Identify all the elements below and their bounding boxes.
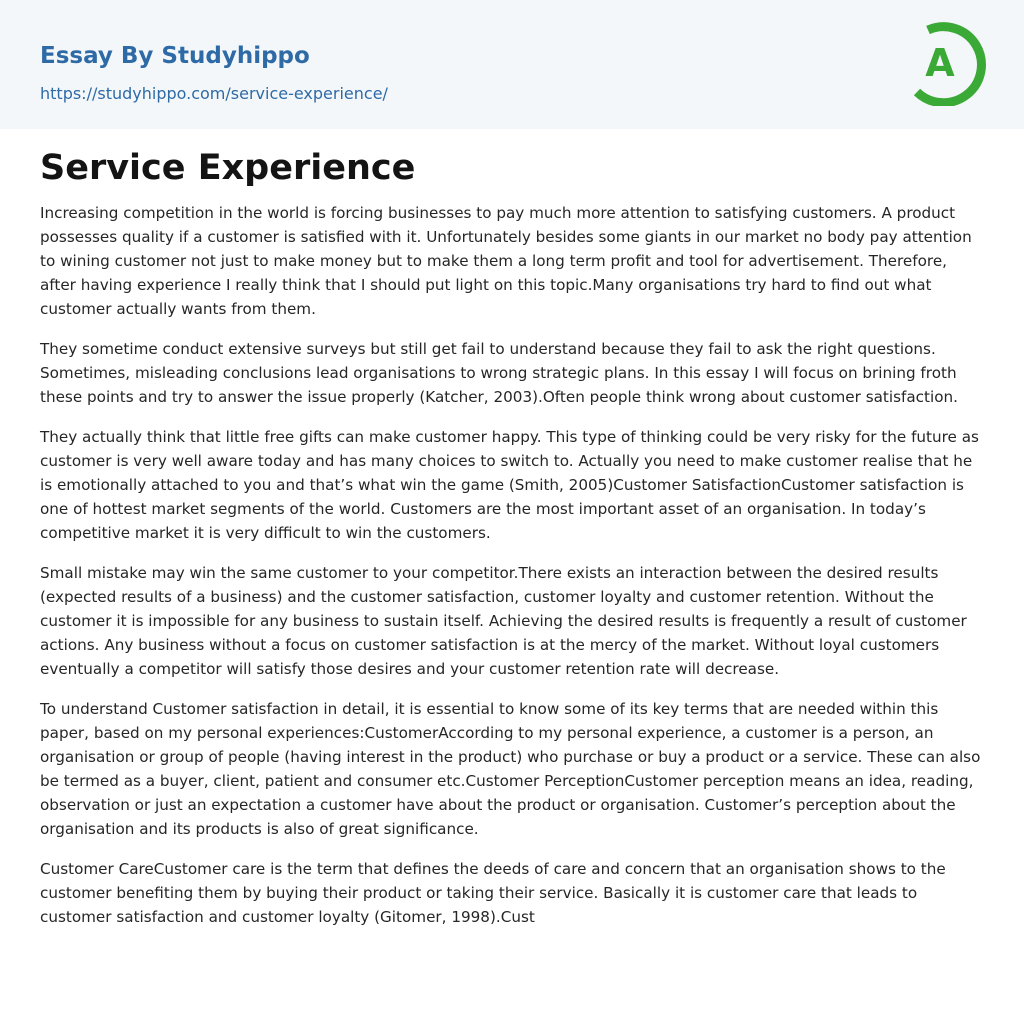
essay-paragraph: To understand Customer satisfaction in detail, it is essential to know some of its key terms that are needed within this paper, based on my personal experiences:CustomerAccording to my personal experience, a customer is a person, an organisation or group of people (having interest in the product) who purchase or buy a product or a service. These can also be termed as a buyer, client, patient and consumer etc.Customer PerceptionCustomer perception means an idea, reading, observation or just an expectation a customer have about the product or organisation. Customer’s perception about the organisation and its products is also of great significance.: [40, 700, 981, 838]
essay-content: [40, 145, 986, 945]
essay-paragraph: They actually think that little free gifts can make customer happy. This type of thinking could be very risky for the future as customer is very well aware today and has many choices to switch to. Actually you need to make customer realise that he is emotionally attached to you and that’s what win the game (Smith, 2005)Customer SatisfactionCustomer satisfaction is one of hottest market segments of the world. Customers are the most important asset of an organisation. In today’s competitive market it is very difficult to win the customers.: [40, 428, 979, 542]
essay-paragraph: Customer CareCustomer care is the term that defines the deeds of care and concern that an organisation shows to the customer benefiting them by buying their product or taking their service. Basically it is customer care that leads to customer satisfaction and customer loyalty (Gitomer, 1998).Cust: [40, 860, 946, 926]
essay-title: Service Experience: [40, 148, 416, 188]
essay-paragraph: Increasing competition in the world is forcing businesses to pay much more attention to satisfying customers. A product possesses quality if a customer is satisfied with it. Unfortunately besides some giants in our market no body pay attention to wining customer not just to make money but to make them a long term profit and tool for advertisement. Therefore, after having experience I really think that I should put light on this topic.Many organisations try hard to find out what customer actually wants from them.: [40, 204, 972, 318]
site-header: [0, 0, 1024, 129]
essay-paragraph: They sometime conduct extensive surveys but still get fail to understand because they fail to ask the right questions. Sometimes, misleading conclusions lead organisations to wrong strategic plans. In this essay I will focus on brining froth these points and try to answer the issue properly (Katcher, 2003).Often people think wrong about customer satisfaction.: [40, 340, 958, 406]
brand-title[interactable]: Essay By Studyhippo: [40, 43, 310, 69]
studyhippo-logo-icon[interactable]: [900, 18, 988, 106]
page-url-link[interactable]: https://studyhippo.com/service-experience/: [40, 84, 388, 103]
logo-letter: A: [925, 41, 955, 85]
essay-paragraph: Small mistake may win the same customer to your competitor.There exists an interaction between the desired results (expected results of a business) and the customer satisfaction, customer loyalty and customer retention. Without the customer it is impossible for any business to sustain itself. Achieving the desired results is frequently a result of customer actions. Any business without a focus on customer satisfaction is at the mercy of the market. Without loyal customers eventually a competitor will satisfy those desires and your customer retention rate will decrease.: [40, 564, 967, 678]
